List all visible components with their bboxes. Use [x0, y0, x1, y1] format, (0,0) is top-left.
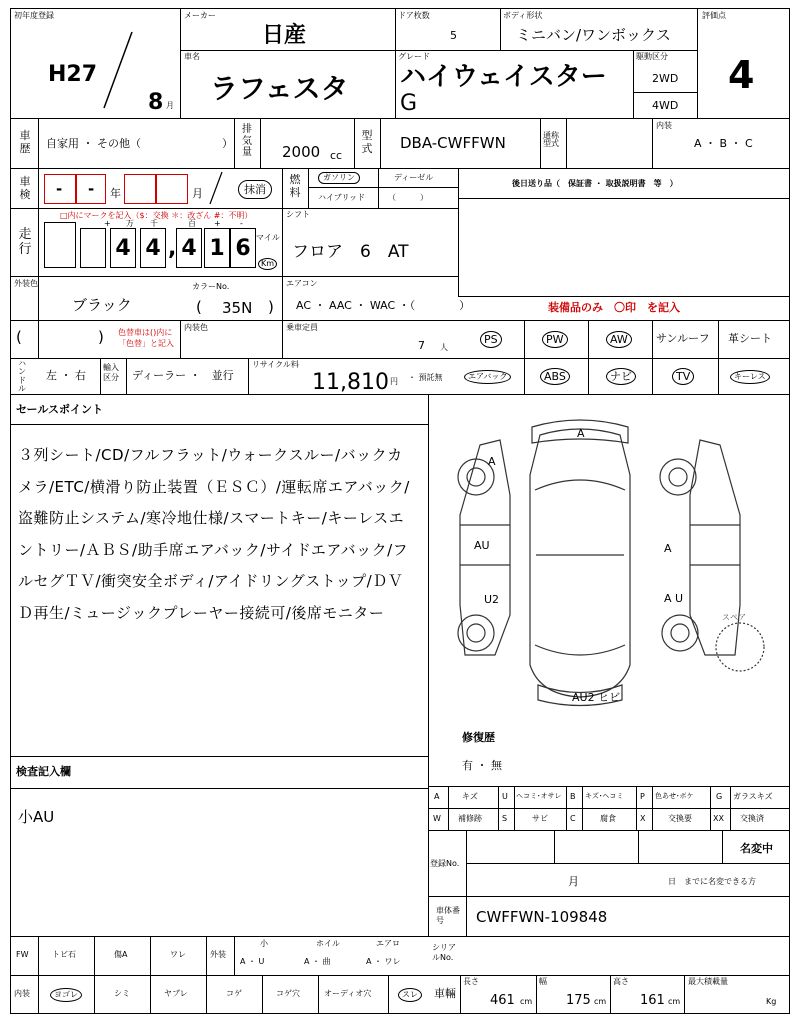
width-label: 幅 [539, 977, 547, 986]
import-options[interactable]: ディーラー ・ 並行 [132, 369, 234, 382]
interior-color-label: 内装色 [184, 323, 208, 332]
equipment-title: 装備品のみ 〇印 を記入 [548, 301, 680, 314]
interior-burn-hole[interactable]: コゲ穴 [276, 989, 300, 998]
exterior-label: 外装 [210, 950, 226, 959]
width-value: 175 [566, 993, 591, 1008]
inspection-month-box-2[interactable] [156, 174, 188, 204]
handle-options[interactable]: 左 ・ 右 [46, 369, 86, 382]
maker-label: メーカー [184, 11, 216, 20]
equip-ps[interactable]: PS [480, 331, 502, 348]
fuel-diesel[interactable]: ディーゼル [394, 173, 434, 182]
maker-value: 日産 [262, 23, 307, 48]
inspection-year-unit: 年 [110, 187, 121, 200]
first-reg-label: 初年度登録 [14, 11, 54, 20]
registration-month-unit: 月 [568, 875, 579, 888]
car-name-label: 車名 [184, 52, 200, 61]
capacity-value: 7 [418, 339, 425, 352]
small-options[interactable]: A ・ U [240, 957, 265, 966]
recycle-status: ・ 預託無 [408, 373, 443, 382]
recycle-label: リサイクル料 [252, 360, 299, 369]
color-change-note: 色替車は()内に「色替」と記入 [118, 328, 174, 349]
fuel-hybrid[interactable]: ハイブリッド [318, 193, 366, 202]
grade-value: ハイウェイスター [400, 62, 607, 92]
slash-divider [100, 30, 140, 110]
usage-options: 自家用 ・ その他（ [46, 137, 141, 150]
damage-mark-rear: AU2 ヒビ [572, 691, 621, 704]
dimensions-label: 車輛 [434, 987, 456, 1000]
color-no-label: カラーNo. [192, 282, 230, 291]
length-value: 461 [490, 993, 515, 1008]
damage-mark-left-rear: U2 [484, 593, 500, 606]
registration-day-note: 日 までに名変できる方 [668, 877, 756, 886]
grade-label: グレード [398, 52, 430, 61]
interior-damage-label: 内装 [14, 989, 30, 998]
max-load-label: 最大積載量 [688, 977, 728, 986]
sales-points-text: ３列シート/CD/フルフラット/ウォークスルー/バックカメラ/ETC/横滑り防止装置（ＥＳＣ）/運転席エアバック/盗難防止システム/寒冷地仕様/スマートキー/キーレスエントリー/ＡＢＳ/助手席エアバック/サイドエアバック/フルセグＴＶ/衝突安全ボディ/アイドリングストップ/ＤＶＤ再生/ミュージックプレーヤー接続可/後席モニター [18, 446, 410, 622]
fuel-other[interactable]: （ ） [388, 193, 428, 202]
displacement-label: 排気量 [242, 124, 252, 158]
body-label: ボディ形状 [503, 11, 543, 20]
chassis-number: CWFFWN-109848 [476, 908, 608, 926]
mileage-digit-6: 6 [230, 228, 256, 268]
displacement-value: 2000 [282, 143, 321, 161]
mileage-digit-4: 4 [176, 228, 202, 268]
height-value: 161 [640, 993, 665, 1008]
interior-grades: A ・ B ・ C [694, 137, 753, 150]
shift-value: フロア 6 AT [292, 242, 409, 262]
mileage-digit-1 [80, 228, 106, 268]
equip-abs[interactable]: ABS [540, 368, 570, 385]
aero-options[interactable]: A ・ ワレ [366, 957, 401, 966]
score-value: 4 [728, 53, 755, 97]
repair-history-options[interactable]: 有 ・ 無 [462, 759, 502, 772]
capacity-unit: 人 [440, 343, 448, 352]
wheel-label: ホイル [316, 939, 340, 948]
later-items-label: 後日送り品（ 保証書 ・ 取扱説明書 等 ） [512, 179, 678, 188]
small-label: 小 [260, 939, 268, 948]
score-label: 評価点 [702, 11, 726, 20]
equip-keyless[interactable]: キーレス [730, 370, 770, 384]
inspection-expired[interactable]: 抹消 [238, 180, 272, 199]
height-label: 高さ [613, 977, 629, 986]
model-label: 型式 [361, 129, 373, 155]
equip-leather[interactable]: 革シート [728, 332, 772, 345]
damage-crack[interactable]: ワレ [170, 950, 186, 959]
ac-label: エアコン [286, 279, 318, 288]
registration-label: 登録No. [430, 859, 460, 868]
damage-mark-right-door: A [664, 542, 672, 555]
inspection-month-unit: 月 [192, 187, 203, 200]
mileage-digit-5: 1 [204, 228, 230, 268]
fuel-gasoline[interactable]: ガソリン [318, 172, 360, 184]
length-unit: cm [520, 997, 533, 1006]
drive-4wd: 4WD [652, 99, 679, 112]
name-change: 名変中 [740, 842, 773, 855]
equip-sunroof[interactable]: サンルーフ [656, 332, 710, 345]
exterior-color-label: 外装色 [14, 279, 38, 288]
drive-label: 駆動区分 [636, 52, 668, 61]
mileage-digit-3: 4 [140, 228, 166, 268]
inspection-label: 車検 [19, 175, 31, 201]
doors-value: 5 [450, 29, 457, 42]
handle-label: ハンドル [18, 359, 26, 394]
damage-mark-left-front: A [488, 455, 496, 468]
history-label: 車歴 [19, 129, 31, 155]
displacement-unit: cc [330, 149, 343, 162]
mileage-unit-mile: マイル [256, 233, 280, 242]
inspection-notes-text: 小AU [18, 808, 55, 826]
color-no-value: 35N [222, 299, 253, 317]
equip-pw[interactable]: PW [542, 331, 568, 348]
interior-burn[interactable]: コゲ [226, 989, 242, 998]
interior-wear[interactable]: スレ [398, 988, 422, 1002]
grade-value-2: G [400, 91, 418, 116]
damage-mark-front: A [577, 427, 585, 440]
damage-mark-left-door: AU [474, 539, 490, 552]
mileage-label: 走行 [18, 227, 32, 257]
doors-label: ドア枚数 [398, 11, 430, 20]
aero-label: エアロ [376, 939, 400, 948]
interior-dirt[interactable]: ヨゴレ [50, 988, 82, 1002]
fuel-label: 燃料 [289, 173, 301, 199]
inspection-month-box-1[interactable] [124, 174, 156, 204]
usage-close: ） [222, 137, 233, 150]
common-model-label: 通称型式 [543, 131, 559, 148]
interior-stain[interactable]: シミ [114, 989, 130, 998]
repair-history-label: 修復歴 [462, 731, 495, 744]
equip-airbag[interactable]: エアバック [464, 370, 511, 384]
equip-tv[interactable]: TV [672, 368, 694, 385]
interior-audio-hole[interactable]: オーディオ穴 [324, 989, 372, 998]
exterior-color-value: ブラック [72, 296, 132, 314]
shift-label: シフト [286, 210, 310, 219]
model-value: DBA-CWFFWN [400, 134, 506, 152]
interior-label: 内装 [656, 121, 672, 130]
first-reg-month: 8 [148, 90, 164, 115]
serial-label: シリアルNo. [432, 943, 456, 963]
length-label: 長さ [463, 977, 479, 986]
import-label: 輸入区分 [103, 363, 119, 382]
body-value: ミニバン/ワンボックス [516, 26, 671, 44]
mileage-note: □内にマークを記入（$：交換 ＊：改ざん #：不明） [60, 211, 253, 220]
fw-label: FW [16, 950, 29, 959]
interior-tear[interactable]: ヤブレ [164, 989, 188, 998]
first-reg-year: H27 [48, 62, 98, 87]
damage-stone[interactable]: トビ石 [52, 950, 76, 959]
mileage-unit-km: Km [258, 258, 277, 270]
car-name-value: ラフェスタ [210, 72, 349, 105]
max-load-unit: Kg [766, 997, 777, 1006]
month-unit: 月 [166, 101, 174, 110]
drive-2wd: 2WD [652, 72, 679, 85]
recycle-value: 11,810 [312, 370, 389, 395]
damage-mark-right-rear: A U [664, 592, 684, 605]
height-unit: cm [668, 997, 681, 1006]
ac-options[interactable]: AC ・ AAC ・ WAC ・（ ） [296, 299, 471, 312]
damage-scratch[interactable]: 傷A [114, 950, 128, 959]
equip-aw[interactable]: AW [606, 331, 632, 348]
width-unit: cm [594, 997, 607, 1006]
recycle-unit: 円 [390, 377, 398, 386]
wheel-options[interactable]: A ・ 曲 [304, 957, 331, 966]
spare-label: スペア [722, 613, 746, 622]
capacity-label: 乗車定員 [286, 323, 318, 332]
sales-points-label: セールスポイント [16, 403, 104, 416]
chassis-label: 車体番号 [436, 906, 460, 926]
equip-navi[interactable]: ナビ [606, 368, 636, 385]
mileage-marker-box[interactable] [44, 222, 76, 268]
mileage-digit-2: 4 [110, 228, 136, 268]
inspection-notes-label: 検査記入欄 [16, 765, 71, 778]
